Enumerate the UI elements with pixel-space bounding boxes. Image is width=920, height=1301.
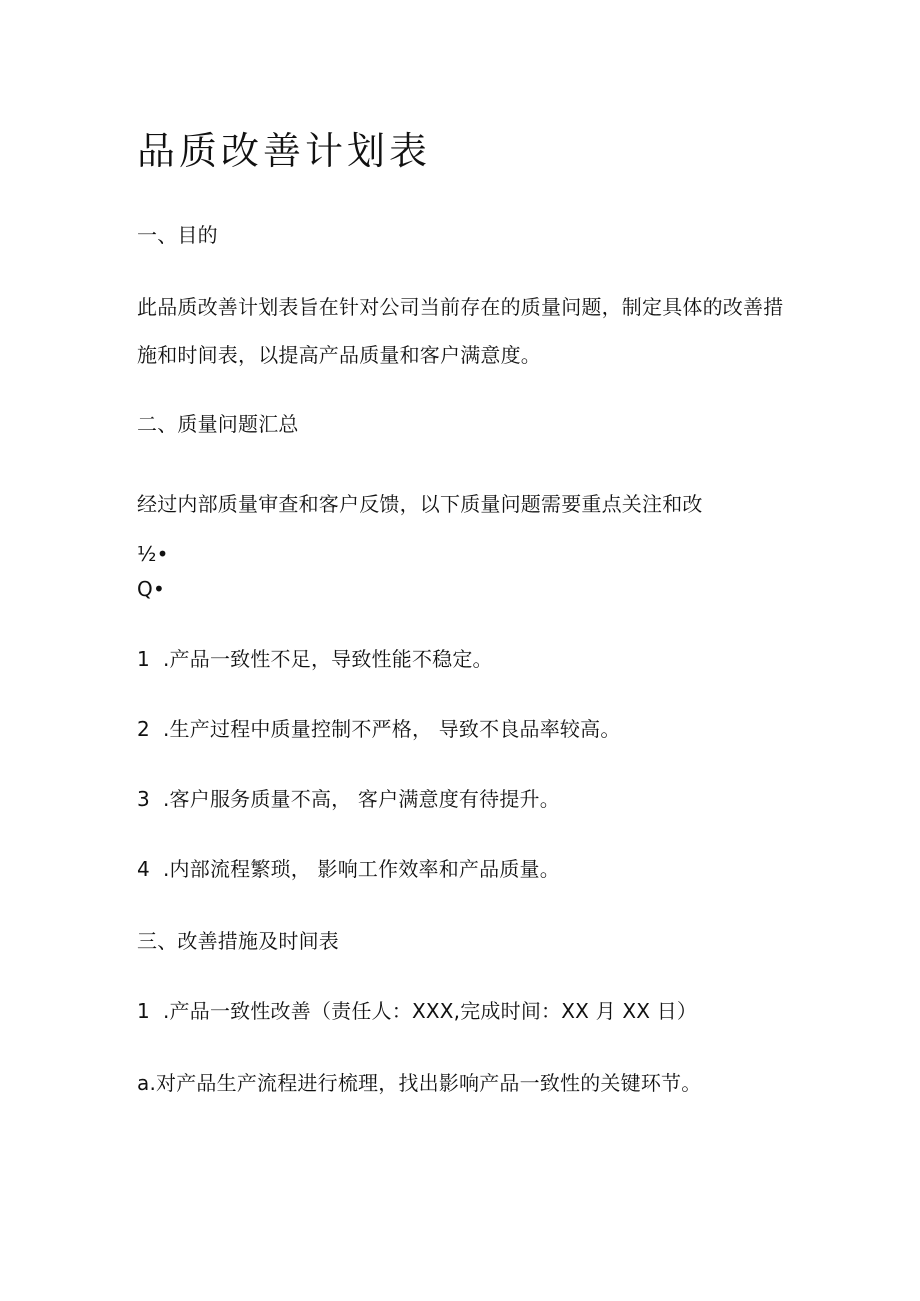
issue-number: 1	[137, 647, 150, 671]
issue-number: 3	[137, 787, 150, 811]
issue-number: 2	[137, 717, 150, 741]
section-heading-purpose: 一、目的	[137, 223, 218, 247]
garbled-text-1: ½•	[137, 542, 169, 566]
measure-item-1	[137, 998, 697, 1024]
issue-text: .生产过程中质量控制不严格， 导致不良品率较高。	[163, 717, 621, 741]
paragraph-issues-intro: 经过内部质量审查和客户反馈，以下质量问题需要重点关注和改	[137, 492, 703, 516]
issue-item-4	[137, 856, 560, 882]
paragraph-purpose-line-2: 施和时间表，以提高产品质量和客户满意度。	[137, 343, 541, 367]
issue-item-3	[137, 786, 560, 812]
section-heading-issues: 二、质量问题汇总	[137, 412, 299, 436]
document-title: 品质改善计划表	[137, 129, 432, 173]
paragraph-purpose-line-1: 此品质改善计划表旨在针对公司当前存在的质量问题，制定具体的改善措	[137, 295, 784, 319]
measure-number: 1	[137, 999, 150, 1023]
issue-item-1	[137, 646, 493, 672]
issue-number: 4	[137, 857, 150, 881]
section-heading-measures: 三、改善措施及时间表	[137, 929, 339, 953]
measure-text: .产品一致性改善（责任人：XXX,完成时间：XX 月 XX 日）	[163, 999, 698, 1023]
issue-text: .客户服务质量不高， 客户满意度有待提升。	[163, 787, 560, 811]
issue-text: .内部流程繁琐， 影响工作效率和产品质量。	[163, 857, 560, 881]
measure-subitem-a: a.对产品生产流程进行梳理，找出影响产品一致性的关键环节。	[137, 1071, 702, 1095]
issue-text: .产品一致性不足，导致性能不稳定。	[163, 647, 493, 671]
garbled-text-2: Q•	[137, 577, 165, 601]
issue-item-2	[137, 716, 621, 742]
